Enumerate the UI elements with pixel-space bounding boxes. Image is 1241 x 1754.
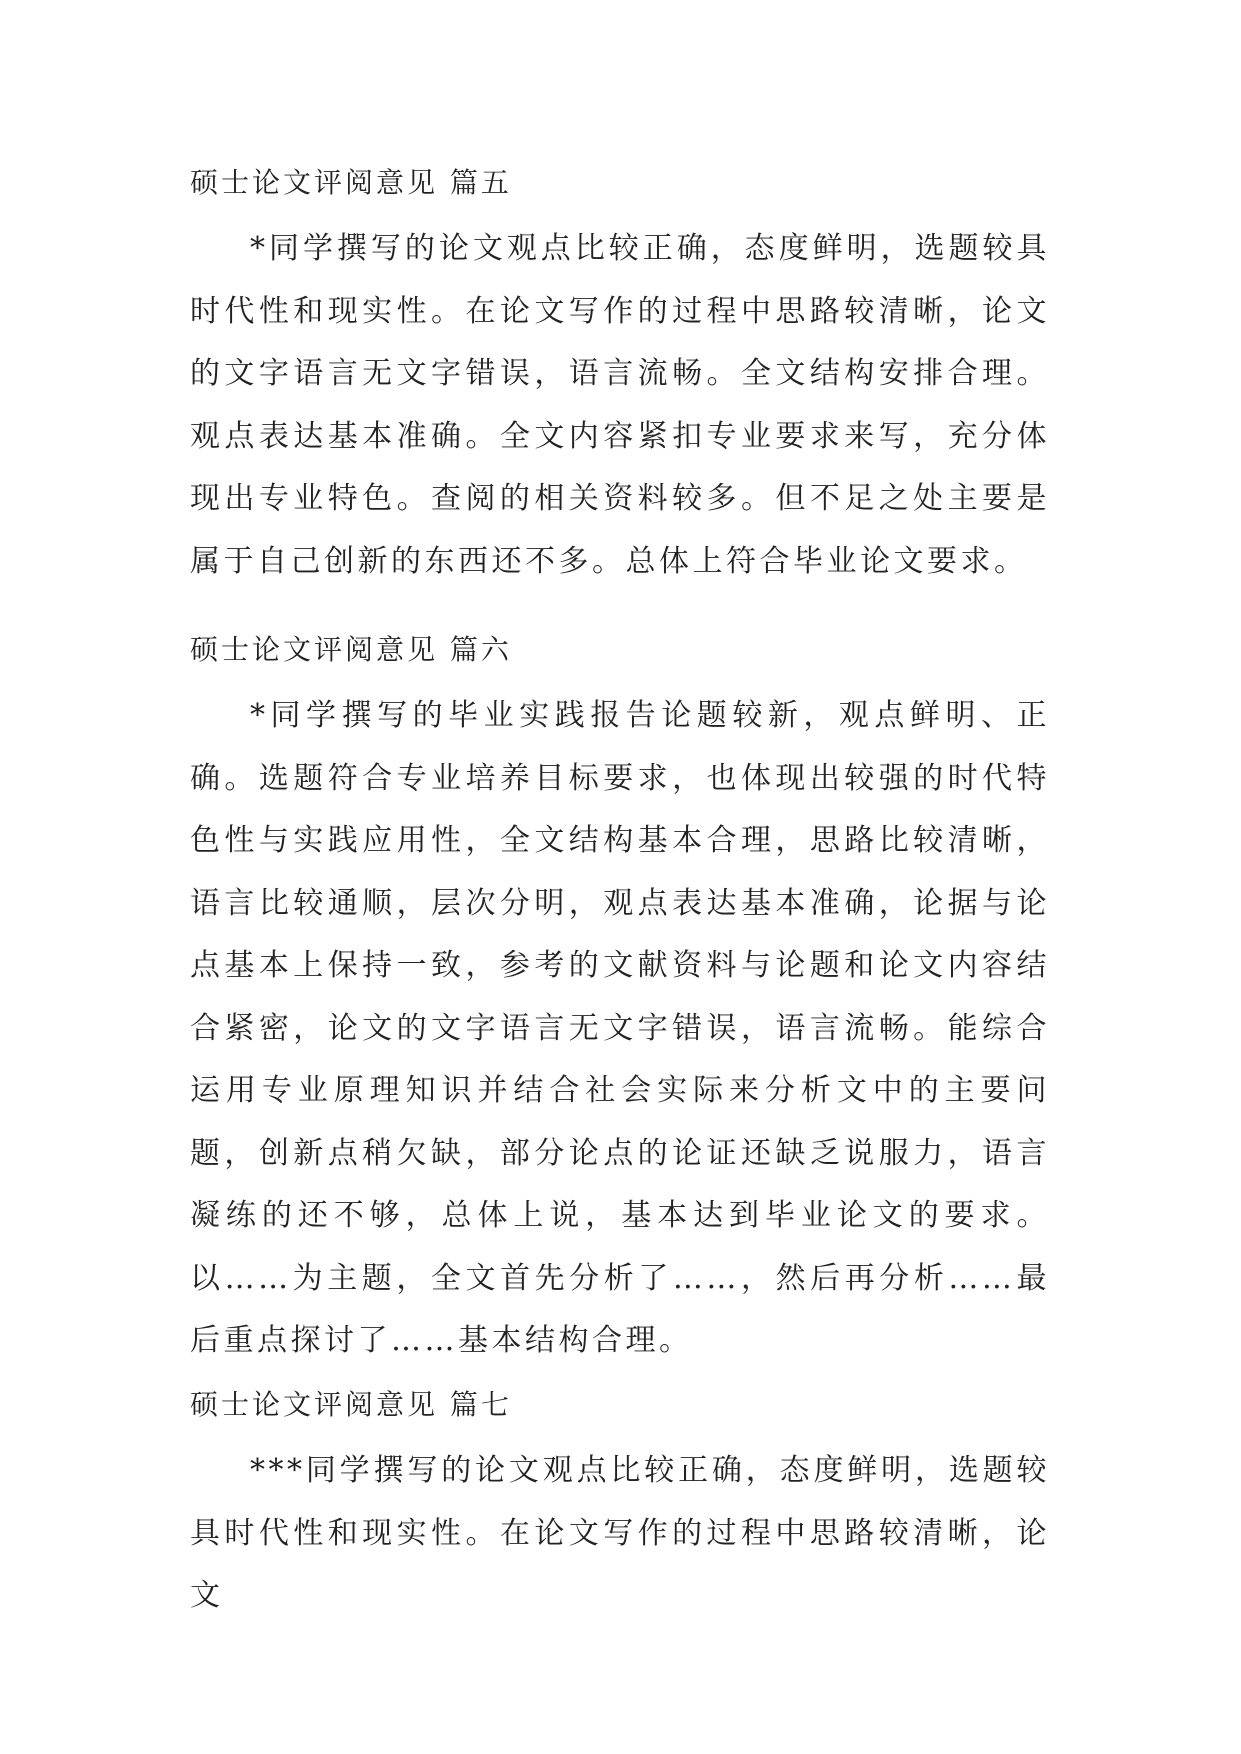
review-section-7 <box>190 1385 1050 1628</box>
section-heading: 硕士论文评阅意见 篇五 <box>190 166 512 199</box>
section-body: ***同学撰写的论文观点比较正确，态度鲜明，选题较具时代性和现实性。在论文写作的过程中思路较清晰，论文 <box>190 1453 1050 1613</box>
review-section-6 <box>190 630 1050 1373</box>
section-body: *同学撰写的毕业实践报告论题较新，观点鲜明、正确。选题符合专业培养目标要求，也体现出较强的时代特色性与实践应用性，全文结构基本合理，思路比较清晰，语言比较通顺，层次分明，观点表达基本准确，论据与论点基本上保持一致，参考的文献资料与论题和论文内容结合紧密，论文的文字语言无文字错误，语言流畅。能综合运用专业原理知识并结合社会实际来分析文中的主要问题，创新点稍欠缺，部分论点的论证还缺乏说服力，语言凝练的还不够，总体上说，基本达到毕业论文的要求。以……为主题，全文首先分析了……，然后再分析……最后重点探讨了……基本结构合理。 <box>190 698 1050 1358</box>
section-heading: 硕士论文评阅意见 篇七 <box>190 1388 512 1421</box>
section-body: *同学撰写的论文观点比较正确，态度鲜明，选题较具时代性和现实性。在论文写作的过程中思路较清晰，论文的文字语言无文字错误，语言流畅。全文结构安排合理。观点表达基本准确。全文内容紧扣专业要求来写，充分体现出专业特色。查阅的相关资料较多。但不足之处主要是属于自己创新的东西还不多。总体上符合毕业论文要求。 <box>190 231 1050 579</box>
review-section-5 <box>190 163 1050 593</box>
section-heading: 硕士论文评阅意见 篇六 <box>190 633 512 666</box>
